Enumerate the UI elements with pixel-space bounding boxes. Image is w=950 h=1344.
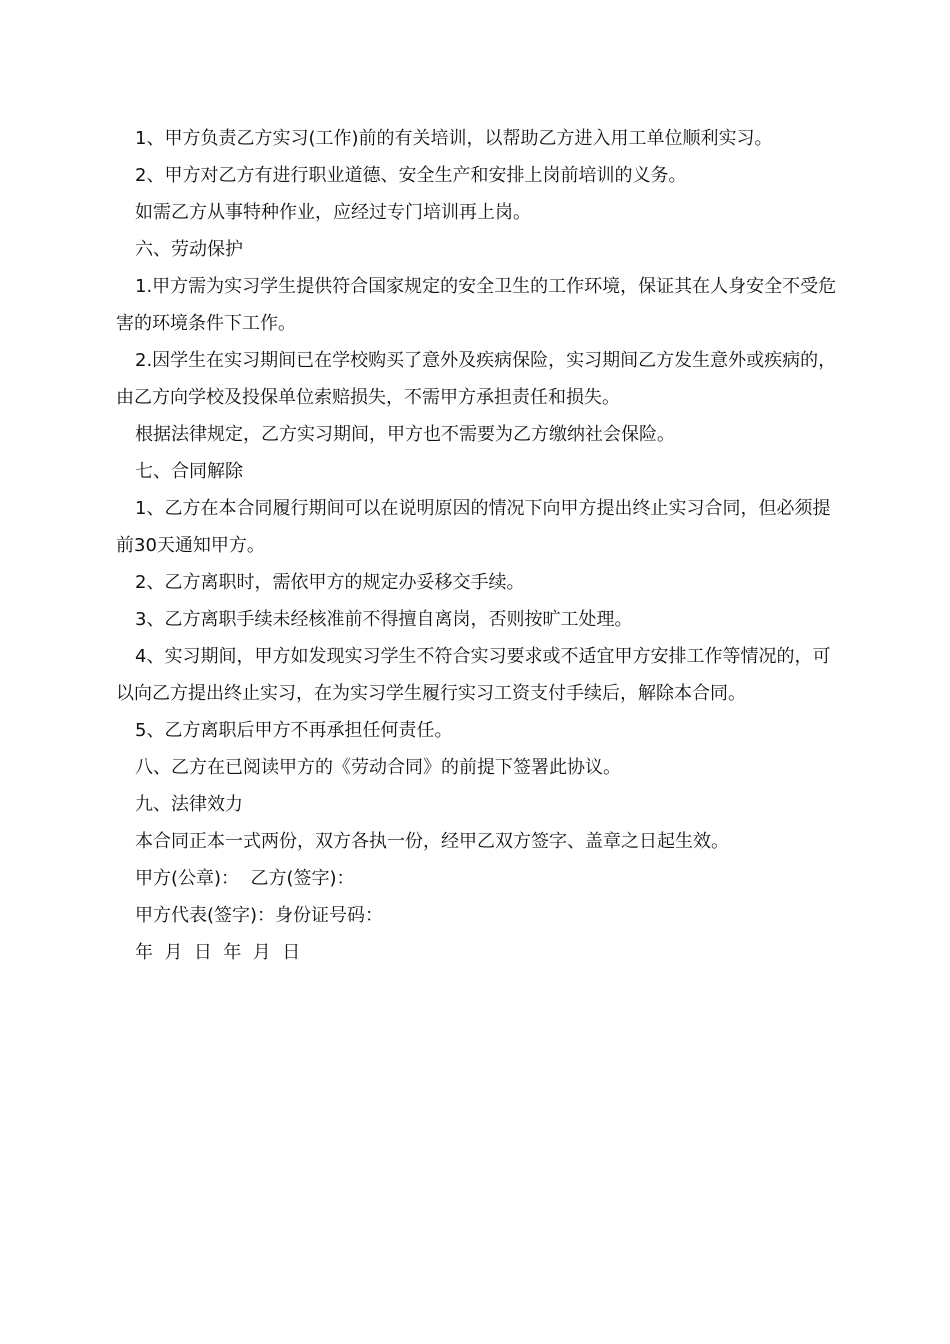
paragraph-training-obligation: 2、甲方对乙方有进行职业道德、安全生产和安排上岗前培训的义务。 xyxy=(135,165,687,186)
paragraph-special-work: 如需乙方从事特种作业，应经过专门培训再上岗。 xyxy=(135,202,531,223)
signature-line-parties: 甲方(公章)： 乙方(签字)： xyxy=(135,868,355,889)
paragraph-insurance: 2.因学生在实习期间已在学校购买了意外及疾病保险，实习期间乙方发生意外或疾病的，由乙方向学校及投保单位索赔损失，不需甲方承担责任和损失。 xyxy=(116,350,837,408)
paragraph-termination-notice: 1、乙方在本合同履行期间可以在说明原因的情况下向甲方提出终止实习合同，但必须提前30天通知甲方。 xyxy=(116,498,831,556)
paragraph-social-insurance: 根据法律规定，乙方实习期间，甲方也不需要为乙方缴纳社会保险。 xyxy=(135,424,675,445)
section-heading-labor-protection: 六、劳动保护 xyxy=(135,239,243,260)
signature-line-dates: 年 月 日 年 月 日 xyxy=(135,942,301,963)
section-heading-agreement: 八、乙方在已阅读甲方的《劳动合同》的前提下签署此协议。 xyxy=(135,757,621,778)
section-heading-termination: 七、合同解除 xyxy=(135,461,243,482)
paragraph-training-responsibility: 1、甲方负责乙方实习(工作)前的有关培训，以帮助乙方进入用工单位顺利实习。 xyxy=(135,128,773,149)
document-body xyxy=(116,120,846,971)
paragraph-employer-termination: 4、实习期间，甲方如发现实习学生不符合实习要求或不适宜甲方安排工作等情况的，可以向乙方提出终止实习，在为实习学生履行实习工资支付手续后，解除本合同。 xyxy=(116,646,831,704)
paragraph-copies: 本合同正本一式两份，双方各执一份，经甲乙双方签字、盖章之日起生效。 xyxy=(135,831,729,852)
signature-line-representative: 甲方代表(签字)：身份证号码： xyxy=(135,905,384,926)
paragraph-handover: 2、乙方离职时，需依甲方的规定办妥移交手续。 xyxy=(135,572,525,593)
paragraph-no-liability: 5、乙方离职后甲方不再承担任何责任。 xyxy=(135,720,453,741)
paragraph-unauthorized-leave: 3、乙方离职手续未经核准前不得擅自离岗，否则按旷工处理。 xyxy=(135,609,633,630)
section-heading-legal-effect: 九、法律效力 xyxy=(135,794,243,815)
paragraph-safe-environment: 1.甲方需为实习学生提供符合国家规定的安全卫生的工作环境，保证其在人身安全不受危害的环境条件下工作。 xyxy=(116,276,837,334)
